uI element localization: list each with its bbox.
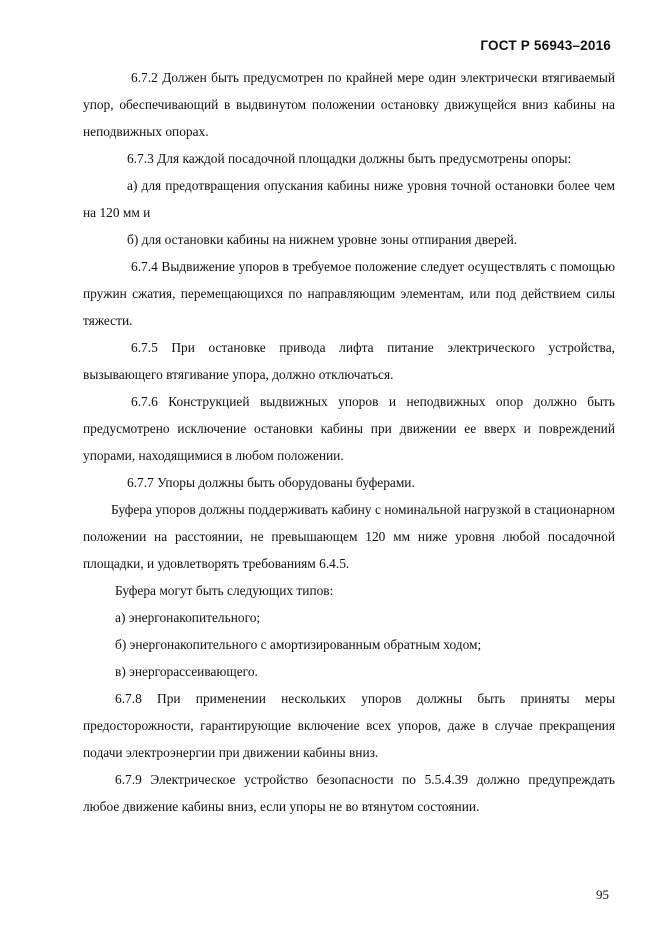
paragraph-buffers-support: Буфера упоров должны поддерживать кабину с номинальной нагрузкой в стационарном положении на расстоянии, не превышающем 120 мм ниже уровня любой посадочной площадки, и удовлетворять требованиям 6.4.5. bbox=[83, 502, 615, 571]
list-item-b: б) энергонакопительного с амортизированным обратным ходом; bbox=[115, 637, 482, 652]
page-header: ГОСТ Р 56943–2016 bbox=[480, 38, 611, 53]
paragraph-6-7-2: 6.7.2 Должен быть предусмотрен по крайней мере один электрически втягиваемый упор, обеспечивающий в выдвинутом положении остановку движущейся вниз кабины на неподвижных опорах. bbox=[83, 70, 615, 139]
list-item-c: в) энергорассеивающего. bbox=[115, 664, 258, 679]
page-number: 95 bbox=[596, 887, 609, 902]
list-item-b: б) для остановки кабины на нижнем уровне зоны отпирания дверей. bbox=[127, 232, 518, 247]
paragraph-6-7-4: 6.7.4 Выдвижение упоров в требуемое положение следует осуществлять с помощью пружин сжатия, перемещающихся по направляющим элементам, или под действием силы тяжести. bbox=[83, 259, 615, 328]
paragraph-6-7-6: 6.7.6 Конструкцией выдвижных упоров и неподвижных опор должно быть предусмотрено исключение остановки кабины при движении ее вверх и повреждений упорами, находящимися в любом положении. bbox=[83, 394, 615, 463]
paragraph-6-7-7: 6.7.7 Упоры должны быть оборудованы буферами. bbox=[127, 475, 415, 490]
paragraph-6-7-8: 6.7.8 При применении нескольких упоров должны быть приняты меры предосторожности, гарантирующие включение всех упоров, даже в случае прекращения подачи электроэнергии при движении кабины вниз. bbox=[83, 691, 615, 760]
paragraph-6-7-3: 6.7.3 Для каждой посадочной площадки должны быть предусмотрены опоры: bbox=[127, 151, 572, 166]
list-item-a: а) энергонакопительного; bbox=[115, 610, 261, 625]
paragraph-6-7-5: 6.7.5 При остановке привода лифта питание электрического устройства, вызывающего втягивание упора, должно отключаться. bbox=[83, 340, 615, 382]
document-body bbox=[83, 64, 615, 820]
list-item-a: а) для предотвращения опускания кабины ниже уровня точной остановки более чем на 120 мм и bbox=[83, 178, 615, 220]
paragraph-buffer-types: Буфера могут быть следующих типов: bbox=[115, 583, 334, 598]
paragraph-6-7-9: 6.7.9 Электрическое устройство безопасности по 5.5.4.39 должно предупреждать любое движение кабины вниз, если упоры не во втянутом состоянии. bbox=[83, 772, 615, 814]
